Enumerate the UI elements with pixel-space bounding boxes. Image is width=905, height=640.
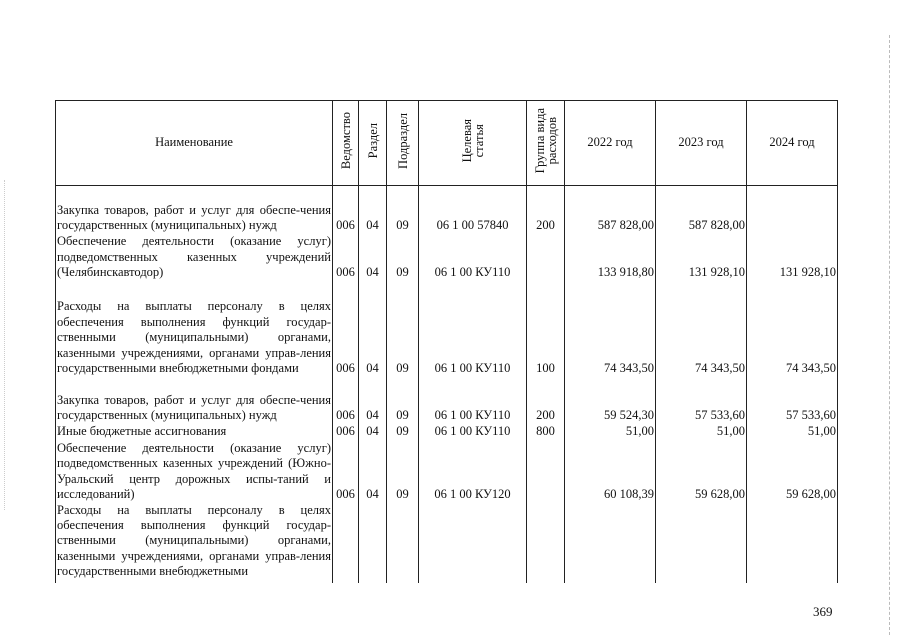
row-2024: 59 628,00 — [747, 440, 838, 503]
row-vedomstvo: 006 — [333, 186, 359, 234]
row-vedomstvo — [333, 503, 359, 583]
row-name: Расходы на выплаты персоналу в целях обеспечения выполнения функций государ-ственными (муниципальными) органами, казенными учреждениями, органами управ-ления государственными внебюджетными — [56, 503, 333, 583]
row-name: Закупка товаров, работ и услуг для обеспе-чения государственных (муниципальных) нужд — [56, 186, 333, 234]
row-2024: 51,00 — [747, 424, 838, 440]
row-podrazdel: 09 — [387, 440, 419, 503]
row-2024: 74 343,50 — [747, 281, 838, 377]
row-tselevaya-statya: 06 1 00 КУ110 — [419, 234, 527, 281]
page-number: 369 — [813, 604, 833, 619]
row-2024: 131 928,10 — [747, 234, 838, 281]
table-row — [56, 186, 838, 234]
row-gruppa — [527, 440, 565, 503]
row-2022: 587 828,00 — [565, 186, 656, 234]
row-2022: 51,00 — [565, 424, 656, 440]
row-razdel: 04 — [359, 440, 387, 503]
row-2023: 59 628,00 — [656, 440, 747, 503]
row-tselevaya-statya: 06 1 00 КУ110 — [419, 424, 527, 440]
row-name: Обеспечение деятельности (оказание услуг) подведомственных казенных учреждений (Южно-Уральский центр дорожных испы-таний и исследований) — [57, 440, 331, 502]
header-gruppa-vida-rashodov: Группа вида расходов — [527, 101, 565, 186]
row-podrazdel — [387, 503, 419, 583]
scan-edge-right — [889, 35, 891, 635]
row-vedomstvo: 006 — [333, 424, 359, 440]
row-podrazdel: 09 — [387, 281, 419, 377]
row-2022: 60 108,39 — [565, 440, 656, 503]
budget-table — [55, 100, 838, 583]
header-vedomstvo: Ведомство — [333, 101, 359, 186]
row-gruppa: 200 — [527, 377, 565, 424]
table-row — [56, 503, 838, 583]
row-podrazdel: 09 — [387, 424, 419, 440]
header-name: Наименование — [56, 101, 333, 186]
row-gruppa: 800 — [527, 424, 565, 440]
row-name: Иные бюджетные ассигнования — [56, 424, 333, 440]
row-podrazdel: 09 — [387, 234, 419, 281]
row-name: Закупка товаров, работ и услуг для обеспе-чения государственных (муниципальных) нужд — [56, 377, 333, 424]
row-name: Расходы на выплаты персоналу в целях обеспечения выполнения функций государ-ственными (муниципальными) органами, казенными учреждениями, органами управ-ления государственными внебюджетными фондами — [56, 281, 333, 377]
row-gruppa — [527, 234, 565, 281]
row-2022: 59 524,30 — [565, 377, 656, 424]
row-podrazdel: 09 — [387, 377, 419, 424]
row-vedomstvo: 006 — [333, 377, 359, 424]
row-podrazdel: 09 — [387, 186, 419, 234]
table-row — [56, 440, 838, 503]
row-gruppa: 100 — [527, 281, 565, 377]
row-tselevaya-statya: 06 1 00 КУ110 — [419, 281, 527, 377]
row-tselevaya-statya — [419, 503, 527, 583]
row-tselevaya-statya: 06 1 00 КУ120 — [419, 440, 527, 503]
row-2022: 133 918,80 — [565, 234, 656, 281]
header-2022: 2022 год — [565, 101, 656, 186]
row-razdel: 04 — [359, 186, 387, 234]
table-header-row — [56, 101, 838, 186]
table-row — [56, 234, 838, 281]
row-2023: 74 343,50 — [656, 281, 747, 377]
row-2022 — [565, 503, 656, 583]
row-name: Обеспечение деятельности (оказание услуг) подведомственных казенных учреждений (Челябинскавтодор) — [57, 234, 331, 280]
table-row — [56, 424, 838, 440]
row-2024 — [747, 186, 838, 234]
table-row — [56, 281, 838, 377]
row-razdel — [359, 503, 387, 583]
row-tselevaya-statya: 06 1 00 57840 — [419, 186, 527, 234]
row-2023: 51,00 — [656, 424, 747, 440]
row-2022: 74 343,50 — [565, 281, 656, 377]
row-vedomstvo: 006 — [333, 234, 359, 281]
row-razdel: 04 — [359, 424, 387, 440]
table-row — [56, 377, 838, 424]
header-razdel: Раздел — [359, 101, 387, 186]
header-tselevaya-statya: Целевая статья — [419, 101, 527, 186]
row-tselevaya-statya: 06 1 00 КУ110 — [419, 377, 527, 424]
row-gruppa — [527, 503, 565, 583]
row-2024 — [747, 503, 838, 583]
row-razdel: 04 — [359, 281, 387, 377]
row-razdel: 04 — [359, 377, 387, 424]
row-vedomstvo: 006 — [333, 440, 359, 503]
row-2024: 57 533,60 — [747, 377, 838, 424]
scan-edge-left — [4, 180, 6, 510]
row-razdel: 04 — [359, 234, 387, 281]
row-2023 — [656, 503, 747, 583]
row-2023: 57 533,60 — [656, 377, 747, 424]
row-2023: 587 828,00 — [656, 186, 747, 234]
header-podrazdel: Подраздел — [387, 101, 419, 186]
header-2023: 2023 год — [656, 101, 747, 186]
row-vedomstvo: 006 — [333, 281, 359, 377]
row-2023: 131 928,10 — [656, 234, 747, 281]
row-gruppa: 200 — [527, 186, 565, 234]
header-2024: 2024 год — [747, 101, 838, 186]
